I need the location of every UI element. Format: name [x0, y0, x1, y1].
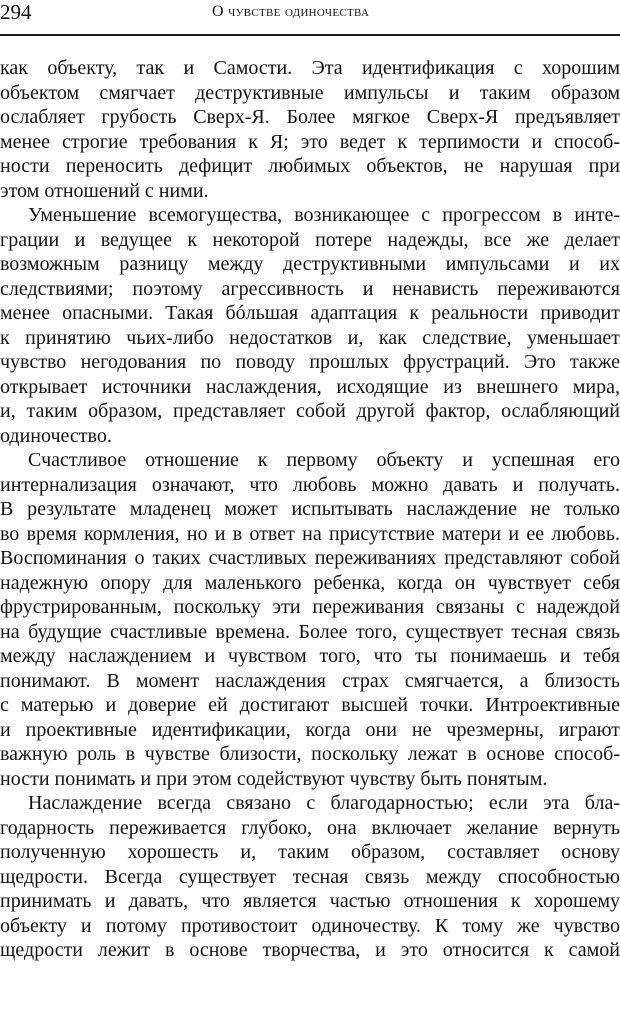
text-line: возможным разницу между деструктивными импульсами и их: [0, 253, 620, 275]
text-line: и, таким образом, представляет собой другой фактор, ослабляющий: [0, 400, 620, 422]
page-header: [0, 0, 620, 26]
text-line: открывает источники наслаждения, исходящие из внешнего мира,: [0, 375, 620, 398]
text-line: грации и ведущее к некоторой потере надежды, все же делает: [0, 228, 620, 251]
text-line: Воспоминания о таких счастливых переживаниях представляют собой: [0, 547, 620, 569]
text-line: Наслаждение всегда связано с благодарностью; если эта бла-: [28, 792, 620, 814]
text-line: щедрости лежит в основе творчества, и это относится к самой: [0, 939, 620, 961]
text-line: менее опасными. Такая бóльшая адаптация к реальности приводит: [0, 302, 620, 324]
text-line: интернализация означают, что любовь можно давать и получать.: [0, 473, 620, 496]
text-line: к принятию чьих-либо недостатков и, как следствие, уменьшает: [0, 326, 620, 349]
header-rule: [0, 34, 620, 36]
text-line: объектом смягчает деструктивные импульсы и таким образом: [0, 81, 620, 104]
text-line: Счастливое отношение к первому объекту и успешная его: [28, 449, 620, 471]
text-line: и проективные идентификации, когда они не чрезмерны, играют: [0, 718, 620, 741]
text-line: фрустрированным, поскольку эти переживания связаны с надеждой: [0, 596, 620, 618]
body-text: [0, 56, 620, 963]
text-line: полученную хорошесть и, таким образом, составляет основу: [0, 841, 620, 863]
text-line: щедрости. Всегда существует тесная связь между способностью: [0, 865, 620, 888]
page-number: 294: [0, 0, 32, 24]
text-line: важную роль в чувстве близости, поскольку лежат в основе способ-: [0, 743, 620, 765]
text-line: надежную опору для маленького ребенка, когда он чувствует себя: [0, 571, 620, 594]
text-line: между наслаждением и чувством того, что ты понимаешь и тебя: [0, 645, 620, 667]
text-line: на будущие счастливые времена. Более того, существует тесная связь: [0, 620, 620, 643]
text-line: понимают. В момент наслаждения страх смягчается, а близость: [0, 669, 620, 692]
text-line: следствиями; поэтому агрессивность и ненависть переживаются: [0, 277, 620, 300]
running-title: О чувстве одиночества: [212, 3, 370, 20]
text-line: менее строгие требования к Я; это ведет к терпимости и способ-: [0, 130, 620, 153]
text-line: с матерью и доверие ей достигают высшей точки. Интроективные: [0, 694, 620, 716]
text-line: ослабляет грубость Сверх-Я. Более мягкое Сверх-Я предъявляет: [0, 106, 620, 128]
text-line: как объекту, так и Самости. Эта идентификация с хорошим: [0, 57, 620, 79]
text-line: принимать и давать, что является частью отношения к хорошему: [0, 890, 620, 912]
text-line: во время кормления, но и в ответ на присутствие матери и ее любовь.: [0, 522, 620, 545]
text-line: Уменьшение всемогущества, возникающее с прогрессом в инте-: [28, 204, 620, 226]
text-line: одиночество.: [0, 424, 112, 447]
text-line: чувство негодования по поводу прошлых фрустраций. Это также: [0, 351, 620, 373]
text-line: годарность переживается глубоко, она включает желание вернуть: [0, 816, 620, 839]
text-line: ности понимать и при этом содействуют чувству быть понятым.: [0, 767, 548, 790]
text-line: этом отношений с ними.: [0, 179, 209, 202]
text-line: В результате младенец может испытывать наслаждение не только: [0, 498, 620, 520]
text-line: ности переносить дефицит любимых объектов, не нарушая при: [0, 155, 620, 177]
text-line: объекту и потому противостоит одиночеству. К тому же чувство: [0, 914, 620, 937]
